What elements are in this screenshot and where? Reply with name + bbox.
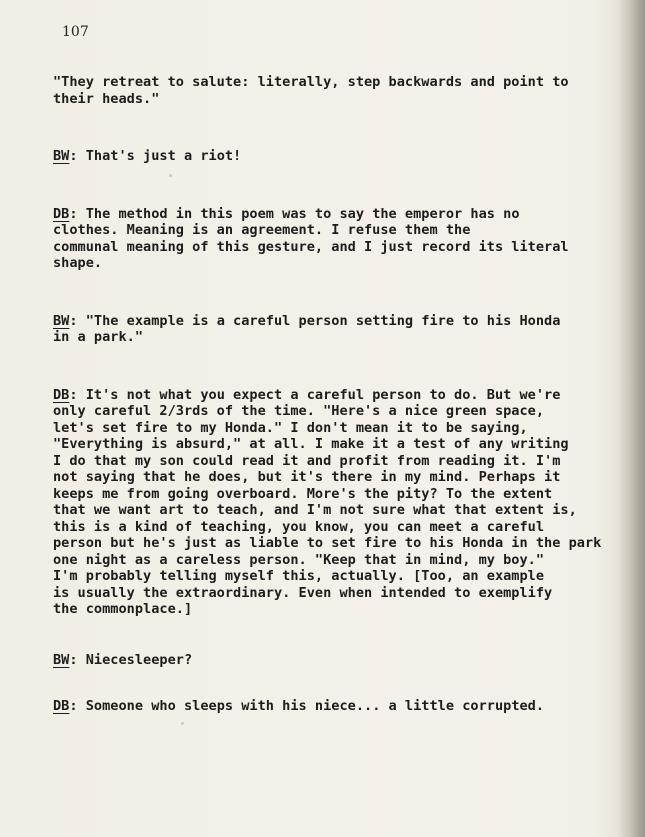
- text-line: keeps me from going overboard. More's the pity? To the extent: [53, 485, 553, 502]
- paragraph: [53, 652, 603, 669]
- speaker-label: DB: [53, 698, 70, 714]
- speaker-label: BW: [53, 312, 70, 329]
- text-line: let's set fire to my Honda." I don't mean it to be saying,: [53, 419, 528, 436]
- page-number: 107: [62, 24, 89, 40]
- text-line: [53, 652, 603, 669]
- paragraph: [53, 206, 603, 272]
- paper-speck: [181, 722, 184, 725]
- text-line: I do that my son could read it and profit from reading it. I'm: [53, 452, 561, 469]
- text-line: [53, 698, 603, 715]
- interview-text: [53, 74, 603, 715]
- speech-text: : Niecesleeper?: [69, 651, 193, 668]
- text-line: "They retreat to salute: literally, step backwards and point to: [53, 74, 569, 90]
- text-line: [53, 313, 603, 330]
- text-line: clothes. Meaning is an agreement. I refuse them the: [53, 222, 471, 238]
- paragraph: [53, 313, 603, 346]
- page-binding-shadow: [617, 0, 645, 837]
- text-line: in a park.": [53, 329, 144, 345]
- paragraph: [53, 698, 603, 715]
- text-line: shape.: [53, 255, 103, 271]
- speaker-label: BW: [53, 651, 70, 668]
- speech-text: : The method in this poem was to say the emperor has no: [69, 205, 520, 222]
- paragraph: [53, 387, 603, 618]
- speech-text: : "The example is a careful person setting fire to his Honda: [69, 312, 561, 329]
- text-line: their heads.": [53, 90, 160, 107]
- text-line: only careful 2/3rds of the time. "Here's a nice green space,: [53, 403, 545, 419]
- text-line: "Everything is absurd," at all. I make it a test of any writing: [53, 436, 569, 452]
- text-line: [53, 387, 603, 404]
- text-line: I'm probably telling myself this, actually. [Too, an example: [53, 568, 545, 584]
- text-line: communal meaning of this gesture, and I just record its literal: [53, 238, 569, 255]
- speaker-label: DB: [53, 386, 70, 403]
- speaker-label: DB: [53, 205, 70, 222]
- text-line: one night as a careless person. "Keep that in mind, my boy.": [53, 551, 545, 568]
- text-line: this is a kind of teaching, you know, you can meet a careful: [53, 518, 545, 535]
- text-line: the commonplace.]: [53, 601, 193, 617]
- text-line: that we want art to teach, and I'm not sure what that extent is,: [53, 502, 577, 518]
- text-line: not saying that he does, but it's there in my mind. Perhaps it: [53, 469, 561, 485]
- speech-text: : It's not what you expect a careful person to do. But we're: [69, 386, 561, 403]
- speech-text: : Someone who sleeps with his niece... a little corrupted.: [69, 698, 545, 714]
- text-line: [53, 148, 603, 165]
- speaker-label: BW: [53, 148, 70, 164]
- paragraph: [53, 148, 603, 165]
- text-line: person but he's just as liable to set fire to his Honda in the park: [53, 535, 602, 551]
- speech-text: : That's just a riot!: [69, 148, 242, 164]
- paragraph: [53, 74, 603, 107]
- text-line: is usually the extraordinary. Even when intended to exemplify: [53, 584, 553, 601]
- text-line: [53, 206, 603, 223]
